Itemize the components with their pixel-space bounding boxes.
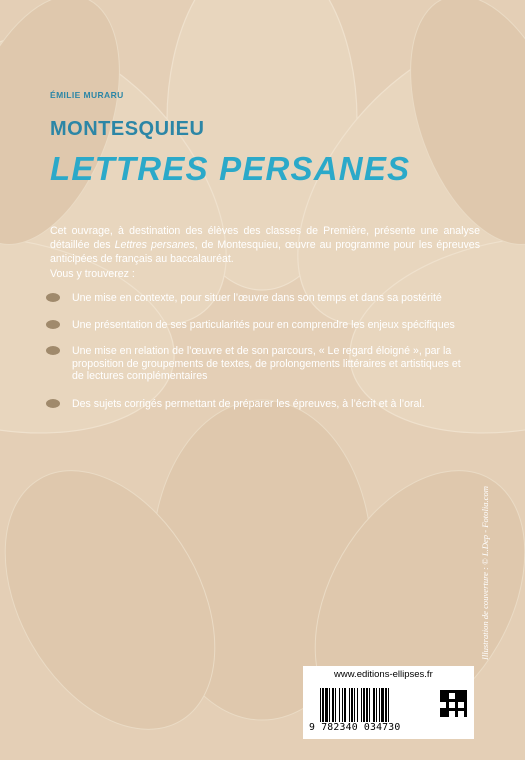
book-title: LETTRES PERSANES: [50, 150, 411, 187]
isbn-number: 9 782340 034730: [309, 722, 401, 733]
book-subject: MONTESQUIEU: [50, 118, 205, 140]
publisher-website: www.editions-ellipses.fr: [334, 669, 433, 680]
list-item-text: Une présentation de ses particularités pour en comprendre les enjeux spécifiques: [72, 319, 455, 331]
bullet-icon: [46, 320, 60, 329]
author-name: ÉMILIE MURARU: [50, 90, 124, 100]
illustration-credit: Illustration de couverture : © L.Dep - Fotolia.com: [480, 486, 490, 660]
intro-text-start: Cet ouvrage, à destination des élèves des classes de Première, présente une analyse détaillée des: [50, 225, 480, 251]
bullet-icon: [46, 346, 60, 355]
isbn-barcode: [318, 688, 430, 724]
bullet-icon: [46, 293, 60, 302]
intro-text-end: , de Montesquieu, œuvre au programme pour les épreuves anticipées de français au baccalauréat.: [50, 239, 480, 265]
qr-code-icon: [440, 690, 467, 717]
list-item-text: Une mise en contexte, pour situer l’œuvre dans son temps et dans sa postérité: [72, 292, 442, 304]
list-item-text: Des sujets corrigés permettant de préparer les épreuves, à l’écrit et à l’oral.: [72, 398, 425, 410]
bullet-icon: [46, 399, 60, 408]
contents-lead: Vous y trouverez :: [50, 268, 135, 280]
intro-italic-title: Lettres persanes: [114, 239, 195, 251]
intro-paragraph: [50, 224, 480, 266]
list-item-text: Une mise en relation de l’œuvre et de son parcours, « Le regard éloigné », par la proposition de groupements de textes, de prolongements littéraires et artistiques et de lectures complémentaires: [72, 345, 461, 382]
